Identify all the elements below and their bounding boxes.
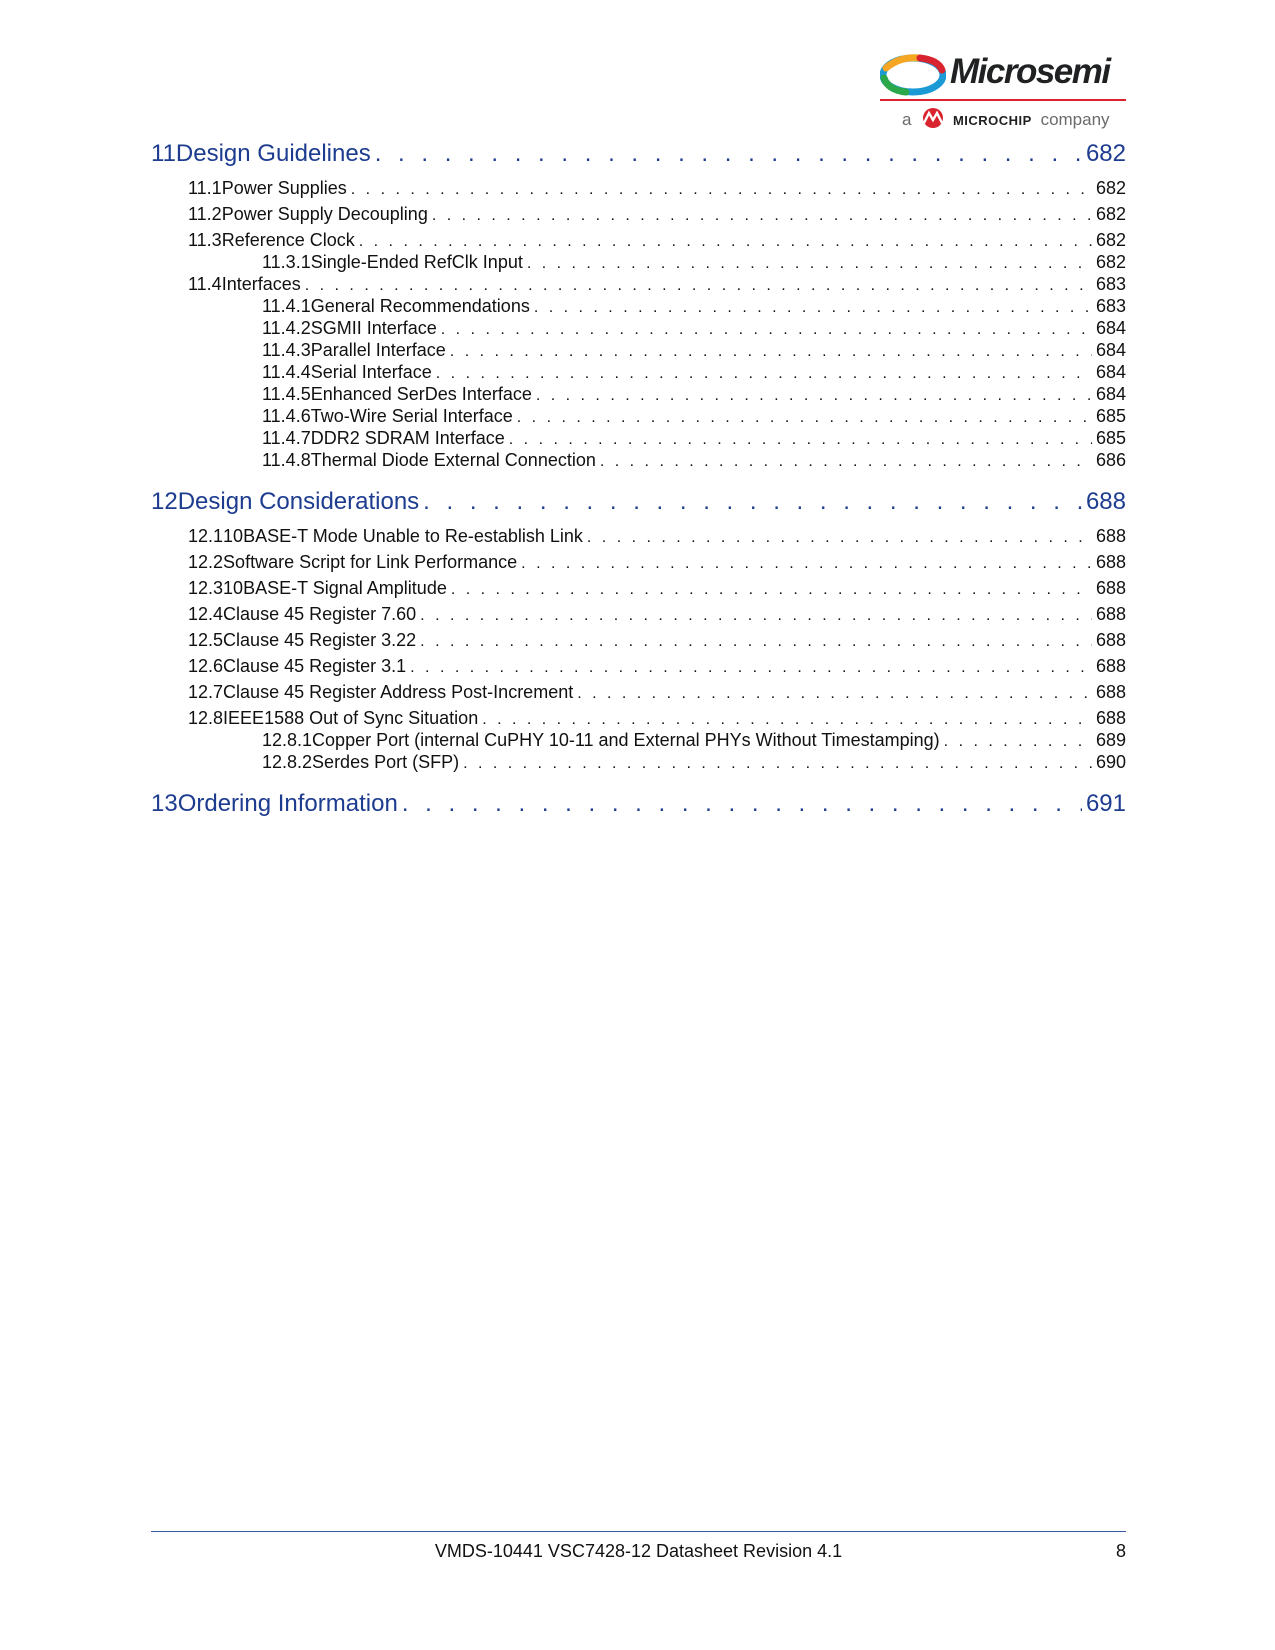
logo-tagline [902, 108, 1110, 130]
toc-section-title: Clause 45 Register Address Post-Increment [223, 682, 574, 702]
toc-subsection-11-4-8[interactable] [151, 450, 1126, 472]
toc-section-number: 11.2 [151, 204, 222, 225]
toc-subsection-title: SGMII Interface [310, 318, 437, 338]
table-of-contents [151, 140, 1126, 824]
toc-page-number: 688 [1095, 630, 1126, 650]
toc-subsection-number: 11.4.6 [151, 406, 311, 427]
toc-subsection-12-8-1[interactable] [151, 730, 1126, 752]
toc-section-title: 10BASE-T Signal Amplitude [223, 578, 447, 598]
toc-leader [536, 384, 1092, 405]
microsemi-swirl-icon [880, 54, 946, 96]
toc-section-number: 12.3 [151, 578, 223, 599]
toc-page-number: 688 [1095, 578, 1126, 598]
toc-page-number: 684 [1095, 318, 1126, 338]
toc-section-title: Interfaces [221, 274, 301, 294]
toc-section-number: 12.4 [151, 604, 223, 625]
chapter-spacer [151, 774, 1126, 790]
toc-leader [587, 526, 1092, 547]
toc-section-title: Clause 45 Register 7.60 [223, 604, 417, 624]
toc-page-number: 682 [1095, 252, 1126, 272]
toc-section-title: Clause 45 Register 3.22 [223, 630, 417, 650]
toc-subsection-title: Enhanced SerDes Interface [310, 384, 532, 404]
toc-leader [451, 578, 1092, 599]
toc-section-number: 12.1 [151, 526, 223, 547]
toc-section-number: 12.7 [151, 682, 223, 703]
toc-section-title: Reference Clock [221, 230, 355, 250]
toc-section-number: 12.5 [151, 630, 223, 651]
toc-leader [441, 318, 1092, 339]
toc-page-number: 682 [1095, 204, 1126, 224]
toc-leader [351, 178, 1092, 199]
toc-leader [577, 682, 1092, 703]
toc-leader [359, 230, 1092, 251]
toc-subsection-11-4-2[interactable] [151, 318, 1126, 340]
toc-section-title: Software Script for Link Performance [223, 552, 518, 572]
toc-page-number: 684 [1095, 362, 1126, 382]
toc-subsection-11-4-4[interactable] [151, 362, 1126, 384]
toc-leader [305, 274, 1092, 295]
toc-subsection-11-4-1[interactable] [151, 296, 1126, 318]
brand-name: Microsemi [950, 52, 1110, 91]
toc-page-number: 688 [1085, 488, 1126, 515]
toc-section-title: Power Supplies [221, 178, 347, 198]
toc-leader [423, 488, 1082, 516]
tagline-suffix: company [1040, 110, 1110, 129]
toc-page-number: 688 [1095, 604, 1126, 624]
toc-page-number: 688 [1095, 552, 1126, 572]
footer-document-title: VMDS-10441 VSC7428-12 Datasheet Revision 4.1 [434, 1541, 843, 1561]
toc-subsection-11-4-5[interactable] [151, 384, 1126, 406]
toc-subsection-number: 11.4.3 [151, 340, 311, 361]
toc-subsection-title: Copper Port (internal CuPHY 10-11 and External PHYs Without Timestamping) [312, 730, 940, 750]
toc-leader [402, 790, 1082, 818]
toc-subsection-number: 12.8.2 [151, 752, 312, 773]
toc-section-12-7[interactable] [151, 682, 1126, 708]
toc-page-number: 682 [1085, 140, 1126, 167]
toc-subsection-title: Single-Ended RefClk Input [310, 252, 523, 272]
logo-divider [880, 99, 1126, 101]
toc-chapter-number: 12 [151, 488, 178, 515]
toc-subsection-title: DDR2 SDRAM Interface [310, 428, 505, 448]
toc-subsection-number: 11.4.8 [151, 450, 311, 471]
toc-chapter-12[interactable] [151, 488, 1126, 522]
toc-page-number: 688 [1095, 708, 1126, 728]
toc-section-number: 11.4 [151, 274, 222, 295]
toc-subsection-number: 11.4.2 [151, 318, 311, 339]
toc-chapter-title: Design Guidelines [175, 140, 371, 167]
toc-subsection-number: 11.4.4 [151, 362, 311, 383]
toc-subsection-11-4-3[interactable] [151, 340, 1126, 362]
toc-subsection-number: 11.4.1 [151, 296, 311, 317]
toc-chapter-13[interactable] [151, 790, 1126, 824]
toc-leader [436, 362, 1092, 383]
toc-section-12-4[interactable] [151, 604, 1126, 630]
toc-page-number: 686 [1095, 450, 1126, 470]
toc-leader [420, 604, 1092, 625]
toc-page-number: 684 [1095, 384, 1126, 404]
footer-divider [151, 1531, 1126, 1532]
toc-chapter-title: Design Considerations [177, 488, 420, 515]
tagline-brand: MICROCHIP [952, 113, 1032, 128]
toc-leader [527, 252, 1092, 273]
toc-chapter-number: 11 [151, 140, 176, 167]
toc-section-number: 12.8 [151, 708, 223, 729]
toc-subsection-11-4-7[interactable] [151, 428, 1126, 450]
toc-page-number: 688 [1095, 682, 1126, 702]
toc-subsection-title: Serdes Port (SFP) [312, 752, 460, 772]
toc-page-number: 691 [1085, 790, 1126, 817]
toc-section-12-1[interactable] [151, 526, 1126, 552]
toc-subsection-11-4-6[interactable] [151, 406, 1126, 428]
toc-section-12-3[interactable] [151, 578, 1126, 604]
toc-subsection-number: 11.4.7 [151, 428, 311, 449]
toc-section-12-2[interactable] [151, 552, 1126, 578]
toc-leader [509, 428, 1092, 449]
toc-section-title: IEEE1588 Out of Sync Situation [223, 708, 479, 728]
toc-subsection-title: General Recommendations [310, 296, 530, 316]
toc-page-number: 685 [1095, 406, 1126, 426]
footer-page-number: 8 [1115, 1541, 1126, 1561]
toc-page-number: 683 [1095, 274, 1126, 294]
toc-subsection-title: Two-Wire Serial Interface [310, 406, 513, 426]
toc-section-11-1[interactable] [151, 178, 1126, 204]
toc-leader [534, 296, 1092, 317]
toc-page-number: 684 [1095, 340, 1126, 360]
microchip-icon [920, 108, 946, 128]
toc-page-number: 682 [1095, 230, 1126, 250]
toc-section-number: 11.1 [151, 178, 222, 199]
toc-section-number: 12.2 [151, 552, 223, 573]
toc-leader [375, 140, 1082, 168]
toc-leader [944, 730, 1092, 751]
toc-section-title: Clause 45 Register 3.1 [223, 656, 407, 676]
toc-subsection-title: Parallel Interface [310, 340, 446, 360]
toc-leader [517, 406, 1092, 427]
toc-section-title: Power Supply Decoupling [221, 204, 428, 224]
toc-chapter-title: Ordering Information [177, 790, 398, 817]
toc-subsection-number: 12.8.1 [151, 730, 312, 751]
toc-page-number: 682 [1095, 178, 1126, 198]
toc-section-number: 12.6 [151, 656, 223, 677]
toc-page-number: 688 [1095, 656, 1126, 676]
toc-page-number: 688 [1095, 526, 1126, 546]
toc-subsection-title: Serial Interface [310, 362, 432, 382]
toc-subsection-title: Thermal Diode External Connection [310, 450, 596, 470]
toc-leader [420, 630, 1092, 651]
toc-leader [410, 656, 1092, 677]
toc-subsection-number: 11.3.1 [151, 252, 311, 273]
toc-page-number: 685 [1095, 428, 1126, 448]
toc-section-number: 11.3 [151, 230, 222, 251]
toc-page-number: 689 [1095, 730, 1126, 750]
microsemi-logo [880, 52, 1130, 138]
toc-subsection-11-3-1[interactable] [151, 252, 1126, 274]
toc-subsection-12-8-2[interactable] [151, 752, 1126, 774]
tagline-prefix: a [902, 110, 912, 129]
toc-leader [450, 340, 1092, 361]
toc-leader [463, 752, 1092, 773]
toc-chapter-11[interactable] [151, 140, 1126, 174]
toc-leader [600, 450, 1092, 471]
toc-leader [482, 708, 1092, 729]
chapter-spacer [151, 472, 1126, 488]
toc-subsection-number: 11.4.5 [151, 384, 311, 405]
toc-section-title: 10BASE-T Mode Unable to Re-establish Link [223, 526, 583, 546]
toc-section-12-5[interactable] [151, 630, 1126, 656]
toc-page-number: 683 [1095, 296, 1126, 316]
toc-page-number: 690 [1095, 752, 1126, 772]
toc-chapter-number: 13 [151, 790, 178, 817]
toc-section-12-6[interactable] [151, 656, 1126, 682]
toc-section-11-2[interactable] [151, 204, 1126, 230]
toc-leader [521, 552, 1092, 573]
toc-leader [432, 204, 1092, 225]
